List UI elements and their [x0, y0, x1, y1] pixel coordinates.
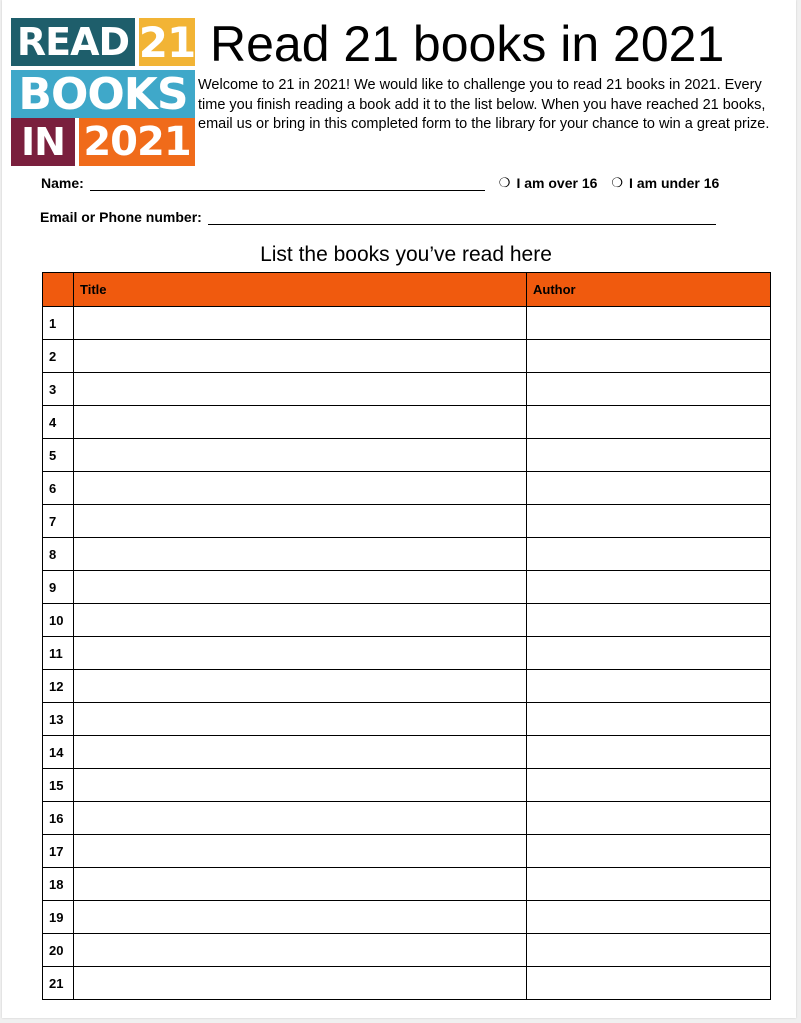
author-cell[interactable]	[527, 670, 771, 703]
title-cell[interactable]	[74, 637, 527, 670]
table-row	[43, 406, 771, 439]
logo-read-tile: READ	[11, 18, 135, 66]
book-list-heading: List the books you’ve read here	[260, 243, 552, 266]
table-row	[43, 340, 771, 373]
row-number: 17	[43, 835, 74, 868]
title-cell[interactable]	[74, 439, 527, 472]
table-row	[43, 307, 771, 340]
row-number: 4	[43, 406, 74, 439]
row-number: 13	[43, 703, 74, 736]
row-number: 3	[43, 373, 74, 406]
table-row	[43, 967, 771, 1000]
author-cell[interactable]	[527, 736, 771, 769]
table-row	[43, 604, 771, 637]
row-number: 19	[43, 901, 74, 934]
author-cell[interactable]	[527, 703, 771, 736]
author-cell[interactable]	[527, 307, 771, 340]
number-column-header	[43, 273, 74, 307]
title-cell[interactable]	[74, 769, 527, 802]
table-row	[43, 472, 771, 505]
table-row	[43, 736, 771, 769]
row-number: 6	[43, 472, 74, 505]
title-cell[interactable]	[74, 967, 527, 1000]
title-cell[interactable]	[74, 835, 527, 868]
title-cell[interactable]	[74, 505, 527, 538]
title-cell[interactable]	[74, 406, 527, 439]
form-page	[2, 0, 796, 1018]
intro-paragraph: Welcome to 21 in 2021! We would like to challenge you to read 21 books in 2021. Every time you finish reading a book add it to the list below. When you have reached 21 books, email us or bring in this completed form to the library for your chance to win a great prize.	[198, 77, 770, 132]
row-number: 2	[43, 340, 74, 373]
logo-21-tile: 21	[139, 18, 195, 66]
table-header-row	[43, 273, 771, 307]
title-cell[interactable]	[74, 571, 527, 604]
title-cell[interactable]	[74, 604, 527, 637]
title-cell[interactable]	[74, 373, 527, 406]
author-cell[interactable]	[527, 802, 771, 835]
row-number: 7	[43, 505, 74, 538]
author-cell[interactable]	[527, 373, 771, 406]
author-cell[interactable]	[527, 439, 771, 472]
logo-books-tile: BOOKS	[11, 70, 195, 118]
row-number: 11	[43, 637, 74, 670]
row-number: 10	[43, 604, 74, 637]
table-row	[43, 802, 771, 835]
author-cell[interactable]	[527, 340, 771, 373]
row-number: 20	[43, 934, 74, 967]
checkbox-icon[interactable]: ❍	[611, 175, 624, 190]
row-number: 18	[43, 868, 74, 901]
title-column-header: Title	[74, 273, 527, 307]
author-column-header: Author	[527, 273, 771, 307]
contact-field[interactable]	[208, 208, 716, 225]
age-under-16-label: I am under 16	[629, 175, 720, 191]
table-row	[43, 868, 771, 901]
age-under-16-option[interactable]	[611, 175, 719, 191]
age-over-16-label: I am over 16	[516, 175, 598, 191]
checkbox-icon[interactable]: ❍	[498, 175, 511, 190]
table-row	[43, 934, 771, 967]
table-row	[43, 901, 771, 934]
row-number: 9	[43, 571, 74, 604]
author-cell[interactable]	[527, 472, 771, 505]
table-row	[43, 505, 771, 538]
title-cell[interactable]	[74, 934, 527, 967]
title-cell[interactable]	[74, 802, 527, 835]
name-field[interactable]	[90, 174, 485, 191]
logo-in-tile: IN	[11, 118, 75, 166]
title-cell[interactable]	[74, 703, 527, 736]
title-cell[interactable]	[74, 307, 527, 340]
row-number: 8	[43, 538, 74, 571]
name-field-row	[41, 174, 719, 191]
row-number: 16	[43, 802, 74, 835]
table-row	[43, 835, 771, 868]
title-cell[interactable]	[74, 670, 527, 703]
table-row	[43, 439, 771, 472]
page-title: Read 21 books in 2021	[210, 16, 725, 72]
author-cell[interactable]	[527, 538, 771, 571]
book-list-table	[42, 272, 771, 1000]
row-number: 1	[43, 307, 74, 340]
author-cell[interactable]	[527, 505, 771, 538]
table-row	[43, 637, 771, 670]
row-number: 15	[43, 769, 74, 802]
table-row	[43, 538, 771, 571]
logo-2021-tile: 2021	[79, 118, 195, 166]
author-cell[interactable]	[527, 967, 771, 1000]
age-over-16-option[interactable]	[499, 175, 598, 191]
author-cell[interactable]	[527, 901, 771, 934]
table-row	[43, 703, 771, 736]
contact-label: Email or Phone number:	[40, 209, 202, 225]
table-row	[43, 769, 771, 802]
author-cell[interactable]	[527, 571, 771, 604]
title-cell[interactable]	[74, 340, 527, 373]
author-cell[interactable]	[527, 406, 771, 439]
read-21-logo	[11, 18, 195, 164]
table-row	[43, 373, 771, 406]
title-cell[interactable]	[74, 538, 527, 571]
contact-field-row	[40, 208, 716, 225]
author-cell[interactable]	[527, 604, 771, 637]
table-row	[43, 571, 771, 604]
title-cell[interactable]	[74, 472, 527, 505]
title-cell[interactable]	[74, 736, 527, 769]
row-number: 21	[43, 967, 74, 1000]
name-label: Name:	[41, 175, 84, 191]
author-cell[interactable]	[527, 769, 771, 802]
row-number: 12	[43, 670, 74, 703]
row-number: 14	[43, 736, 74, 769]
title-cell[interactable]	[74, 901, 527, 934]
title-cell[interactable]	[74, 868, 527, 901]
row-number: 5	[43, 439, 74, 472]
author-cell[interactable]	[527, 637, 771, 670]
author-cell[interactable]	[527, 835, 771, 868]
author-cell[interactable]	[527, 934, 771, 967]
author-cell[interactable]	[527, 868, 771, 901]
table-row	[43, 670, 771, 703]
